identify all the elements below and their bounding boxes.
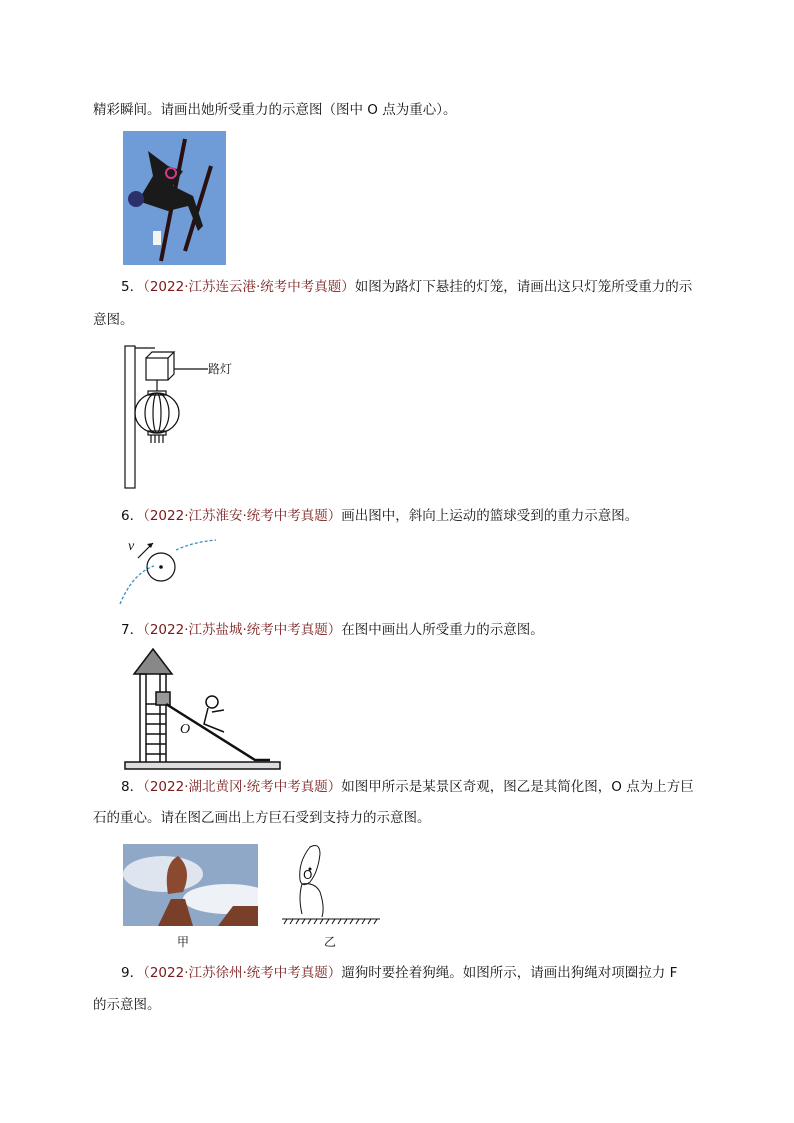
q-text: 在图中画出人所受重力的示意图。 <box>341 622 544 638</box>
balanced-rock-photo <box>123 844 258 926</box>
q-source: （2022·江苏盐城·统考中考真题） <box>143 622 342 638</box>
streetlamp-label: 路灯 <box>208 362 233 376</box>
q-source: （2022·湖北黄冈·统考中考真题） <box>143 779 342 795</box>
q-number: 8． <box>121 779 144 795</box>
q-number: 7． <box>121 622 144 638</box>
question-8-line2: 石的重心。请在图乙画出上方巨石受到支持力的示意图。 <box>93 810 431 826</box>
question-9 <box>121 963 677 983</box>
question-7 <box>121 620 544 640</box>
q-source: （2022·江苏淮安·统考中考真题） <box>143 508 342 524</box>
q-source: （2022·江苏连云港·统考中考真题） <box>143 279 355 295</box>
question-8 <box>121 777 694 797</box>
velocity-label: v <box>128 539 135 554</box>
q4-text-tail: 精彩瞬间。请画出她所受重力的示意图（图中 O 点为重心）。 <box>93 102 457 118</box>
slide-figure <box>120 644 282 770</box>
question-5 <box>121 277 692 297</box>
q-number: 6． <box>121 508 144 524</box>
q-text: 遛狗时要拴着狗绳。如图所示，请画出狗绳对项圈拉力 F <box>341 965 678 981</box>
caption-jia: 甲 <box>177 935 190 949</box>
question-6 <box>121 506 638 526</box>
q-number: 5． <box>121 279 144 295</box>
skier-photo <box>123 131 226 265</box>
q-source: （2022·江苏徐州·统考中考真题） <box>143 965 342 981</box>
question-9-line2: 的示意图。 <box>93 997 161 1013</box>
q-text: 如图甲所示是某景区奇观，图乙是其简化图，O 点为上方巨 <box>341 779 694 795</box>
q-text: 画出图中，斜向上运动的篮球受到的重力示意图。 <box>341 508 639 524</box>
q-text: 如图为路灯下悬挂的灯笼，请画出这只灯笼所受重力的示 <box>354 279 693 295</box>
question-5-line2: 意图。 <box>93 312 134 328</box>
caption-yi: 乙 <box>324 935 337 949</box>
rock-cog-label: O <box>303 868 313 882</box>
q-number: 9． <box>121 965 144 981</box>
balanced-rock-diagram <box>280 842 380 932</box>
center-of-gravity-label: O <box>180 722 191 737</box>
